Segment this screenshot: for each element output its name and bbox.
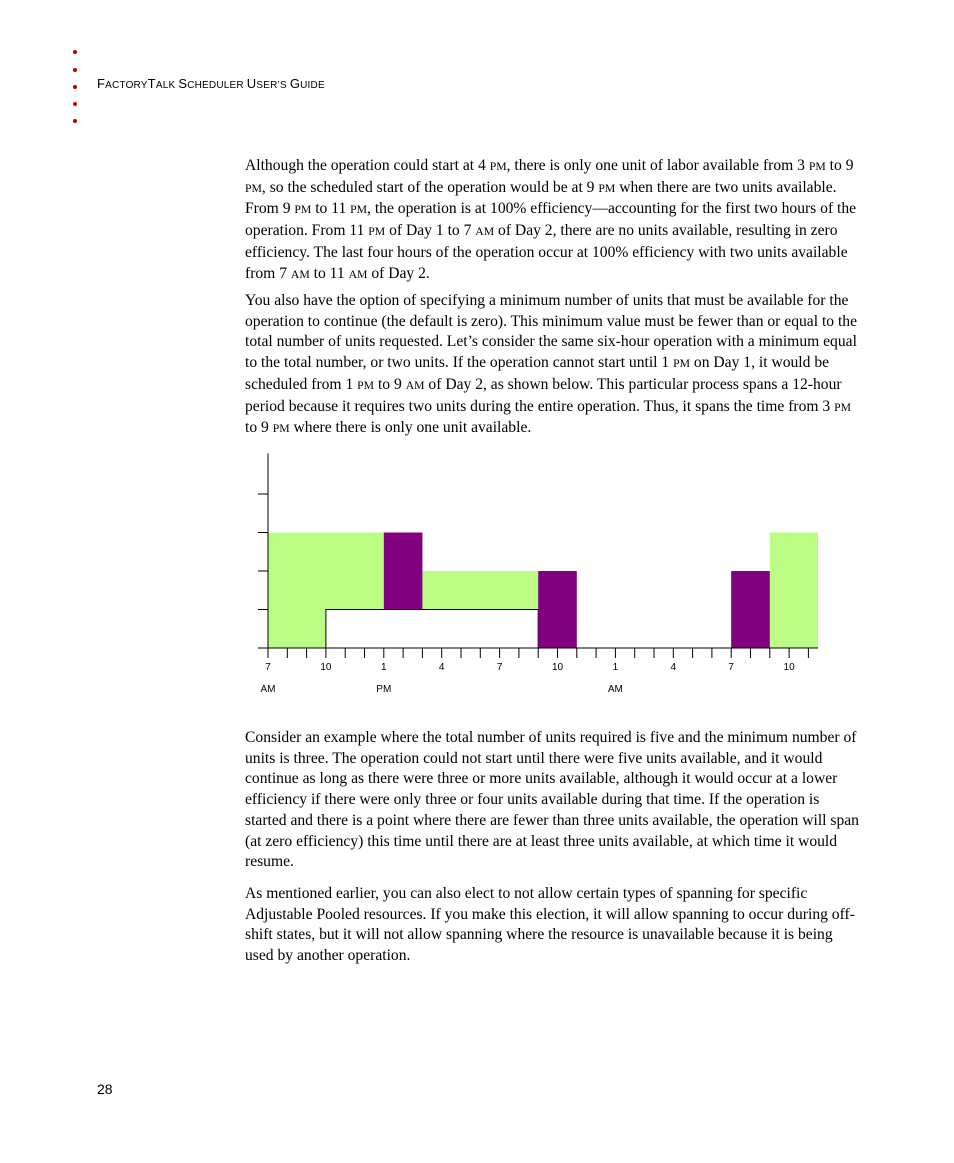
small-caps-text: PM: [808, 160, 826, 173]
small-caps-text: PM: [245, 181, 262, 195]
paragraph-text: Although the operation could start at 4 PM, there is only one unit of labor available from 3 PM to 9 PM, so the scheduled start of the operation would be at 9 PM when there are two units available. From 9 PM to 11 PM, the operation is at 100% efficiency—accounting for the first two hours of the operation. From 11 PM of Day 1 to 7 AM of Day 2, there are no units available, resulting in zero efficiency. The last four hours of the operation occur at 100% efficiency with two units available from 7 AM to 11 AM of Day 2.: [245, 157, 857, 282]
operation-usage-bar: [731, 571, 770, 648]
small-caps-text: PM: [272, 422, 290, 436]
bullet-icon: [73, 119, 77, 123]
small-caps-text: PM: [350, 203, 368, 217]
running-head-part: SER’S: [256, 80, 290, 91]
bullet-icon: [73, 85, 77, 89]
small-caps-text: PM: [368, 225, 386, 239]
availability-bar: [384, 533, 423, 649]
running-head-part: ACTORY: [105, 80, 148, 91]
running-head-part: UIDE: [300, 80, 325, 91]
other-operation-block: [326, 610, 538, 649]
x-tick-label: 1: [612, 662, 619, 673]
running-head-part: CHEDULER: [187, 80, 247, 91]
small-caps-text: AM: [348, 267, 368, 281]
availability-bar: [538, 571, 577, 648]
page-number: 28: [97, 1081, 113, 1097]
paragraph-spanning-election: [245, 884, 860, 967]
paragraph-minimum-units: [245, 291, 860, 440]
paragraph-text: You also have the option of specifying a minimum number of units that must be available for the operation to continue (the default is zero). This minimum value must be fewer than or equal to the total number of units requested. Let’s consider the same six-hour operation with a minimum equal to the total number, or two units. If the operation cannot start until 1 PM on Day 1, it would be scheduled from 1 PM to 9 AM of Day 2, as shown below. This particular process spans a 12-hour period because it requires two units during the entire operation. Thus, it spans the time from 3 PM to 9 PM where there is only one unit available.: [245, 292, 858, 437]
running-head-part: S: [178, 76, 188, 91]
running-head-part: F: [97, 76, 106, 91]
small-caps-text: AM: [475, 225, 495, 239]
paragraph-text: As mentioned earlier, you can also elect to not allow certain types of spanning for specific Adjustable Pooled resources. If you make this election, it will allow spanning to occur during off-shift states, but it will not allow spanning where the resource is unavailable because it is being used by another operation.: [245, 885, 855, 965]
x-tick-label: 4: [670, 662, 677, 673]
small-caps-text: PM: [294, 203, 312, 217]
small-caps-text: AM: [290, 267, 310, 281]
small-caps-text: PM: [673, 357, 691, 371]
small-caps-text: PM: [489, 160, 507, 173]
small-caps-text: PM: [357, 378, 375, 392]
availability-bar: [770, 533, 818, 649]
x-tick-label: 10: [783, 662, 795, 673]
running-head-part: T: [147, 76, 156, 91]
paragraph-day-span: [245, 156, 860, 285]
running-head: [97, 76, 325, 91]
availability-bar: [422, 571, 538, 648]
availability-bar: [268, 533, 384, 649]
running-head-part: ALK: [155, 80, 179, 91]
x-tick-label: 7: [728, 662, 734, 673]
operation-usage-bar: [384, 533, 423, 610]
x-tick-label: 10: [551, 662, 564, 673]
operation-usage-bar: [538, 571, 577, 648]
small-caps-text: PM: [834, 400, 852, 414]
x-tick-label: 1: [381, 662, 387, 673]
x-period-label: AM: [260, 684, 276, 695]
bullet-icon: [73, 50, 77, 54]
x-tick-label: 4: [438, 662, 445, 673]
running-head-part: G: [289, 76, 301, 91]
paragraph-text: Consider an example where the total number of units required is five and the minimum number of units is three. The operation could not start until there were five units available, and it would continue as long as there were three or more units available, although it would occur at a lower efficiency if there were only three or four units available during that time. If the operation is started and there is a point where there are fewer than three units available, the operation will span (at zero efficiency) this time until there are at least three units available, at which time it would resume.: [245, 729, 859, 871]
small-caps-text: PM: [598, 181, 616, 195]
x-tick-label: 7: [265, 662, 271, 673]
small-caps-text: AM: [405, 378, 425, 392]
x-tick-label: 10: [320, 662, 332, 673]
bullet-icon: [73, 102, 77, 106]
availability-bar: [731, 571, 770, 648]
bullet-icon: [73, 68, 77, 72]
running-head-part: U: [246, 76, 257, 91]
paragraph-example-five-units: [245, 728, 860, 873]
x-tick-label: 7: [496, 662, 503, 673]
x-period-label: AM: [607, 684, 623, 695]
x-period-label: PM: [376, 684, 392, 695]
